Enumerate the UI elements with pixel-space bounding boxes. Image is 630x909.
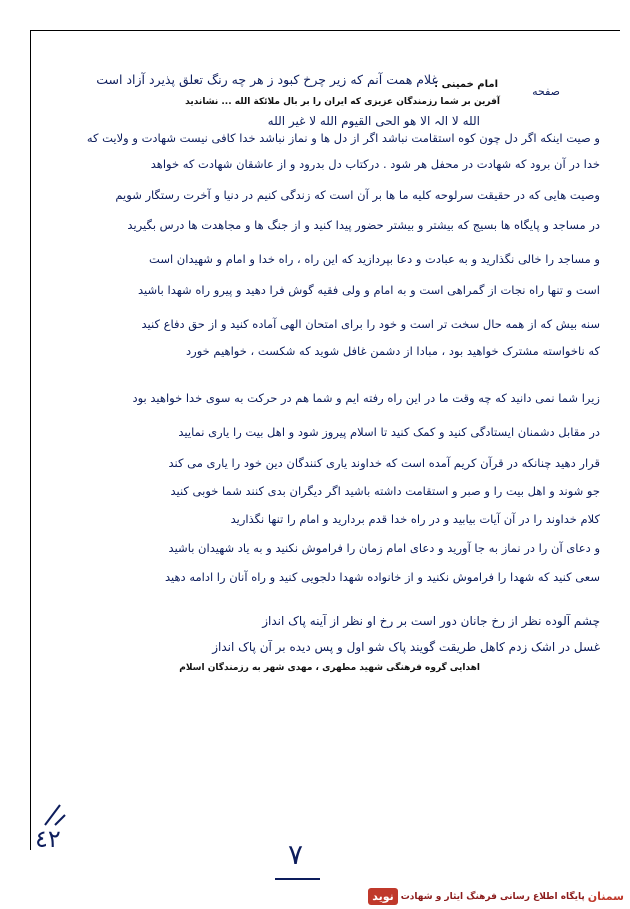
left-border bbox=[30, 30, 31, 850]
body-line: وصیت هایی که در حقیقت سرلوحه کلیه ما ها بر آن است که زندگی کنیم در دنیا و آخرت رستگار شویم bbox=[115, 188, 600, 202]
page-mark: صفحه bbox=[532, 85, 560, 98]
body-line: قرار دهید چنانکه در قرآن کریم آمده است که خداوند یاری کنندگان دین خود را یاری می کند bbox=[168, 456, 600, 470]
quote-line: غلام همت آنم که زیر چرخ کبود ز هر چه رنگ تعلق پذیرد آزاد است bbox=[96, 72, 438, 87]
body-line: زیرا شما نمی دانید که چه وقت ما در این راه رفته ایم و شما هم در حرکت به سوی خدا خواهید بود bbox=[132, 391, 600, 405]
body-line: و صیت اینکه اگر دل چون کوه استقامت نباشد اگر از دل ها و نماز نباشد خدا کافی نیست شهادت و ولایت که bbox=[86, 131, 600, 145]
header-label: امام خمینی : bbox=[434, 79, 498, 90]
body-line: جو شوند و اهل بیت را و صبر و استقامت داشته باشید اگر دیگران بدی کنند شما خوبی کنید bbox=[170, 484, 600, 498]
body-line: در مقابل دشمنان ایستادگی کنید و کمک کنید تا اسلام پیروز شود و اهل بیت را یاری نمایید bbox=[178, 425, 600, 439]
margin-number: ٤٢ bbox=[35, 825, 61, 853]
margin-tick-icon bbox=[40, 800, 70, 830]
body-line: و مساجد را خالی نگذارید و به عبادت و دعا بپردازید که این راه ، راه خدا و امام و شهیدان است bbox=[149, 252, 600, 266]
body-line: است و تنها راه نجات از گمراهی است و به امام و ولی فقیه گوش فرا دهید و پیرو راه شهدا باشید bbox=[138, 283, 600, 297]
body-line: خدا در آن برود که شهادت در محفل هر شود . درکتاب دل بدرود و از عاشقان شهادت که خواهد bbox=[150, 157, 600, 171]
watermark-city: سمنان bbox=[587, 890, 624, 903]
body-line: سنه بیش که از همه حال سخت تر است و خود را برای امتحان الهی آماده کنید و از حق دفاع کنید bbox=[141, 317, 600, 331]
body-line: کلام خداوند را در آن آیات بیابید و در راه خدا قدم بردارید و امام را تنها نگذارید bbox=[230, 512, 600, 526]
top-border bbox=[30, 30, 620, 31]
body-line: و دعای آن را در نماز به جا آورید و دعای امام زمان را فراموش نکنید و به یاد شهیدان باشید bbox=[168, 541, 600, 555]
footer-note: اهدایی گروه فرهنگی شهید مطهری ، مهدی شهر به رزمندگان اسلام bbox=[179, 663, 480, 673]
page-number: ٧ bbox=[288, 838, 304, 871]
watermark-text: پایگاه اطلاع رسانی فرهنگ ایثار و شهادت bbox=[400, 891, 585, 902]
printed-caption: آفرین بر شما رزمندگان عزیزی که ایران را بر بال ملائکة الله ... نشاندید bbox=[185, 97, 500, 107]
page-number-underline bbox=[275, 878, 320, 880]
body-line: در مساجد و پایگاه ها بسیج که بیشتر و بیشتر حضور پیدا کنید و از جنگ ها و مجاهدت ها درس بگیرید bbox=[127, 218, 600, 232]
body-line: سعی کنید که شهدا را فراموش نکنید و از خانواده شهدا دلجویی کنید و راه آنان را ادامه دهید bbox=[164, 570, 600, 584]
body-line: که ناخواسته مشترک خواهید بود ، مبادا از دشمن غافل شوید که شکست ، خواهیم خورد bbox=[186, 344, 600, 358]
poem-line: چشم آلوده نظر از رخ جانان دور است بر رخ او نظر از آینه پاک انداز bbox=[262, 614, 600, 628]
poem-line: غسل در اشک زدم کاهل طریقت گویند پاک شو اول و پس دیده بر آن پاک انداز bbox=[212, 640, 600, 654]
watermark-logo: نوید bbox=[368, 888, 398, 905]
body-line: الله لا الہ الا هو الحی القیوم الله لا غیر الله bbox=[267, 114, 480, 128]
watermark bbox=[368, 888, 624, 905]
